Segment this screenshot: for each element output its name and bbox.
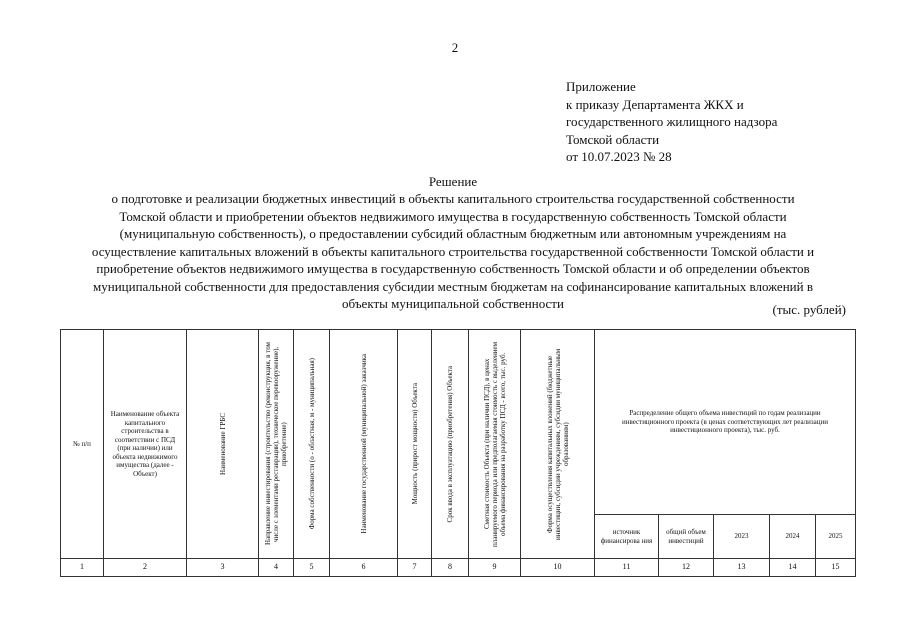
header-number: № п/п xyxy=(73,439,91,448)
column-number: 1 xyxy=(61,559,104,577)
subheader-cell xyxy=(770,515,816,559)
subheader-cell xyxy=(595,515,659,559)
column-number: 15 xyxy=(816,559,856,577)
header-cell xyxy=(432,330,469,559)
header-object-name: Наименование объекта капитального строительства в соответствии с ПСД (при наличии) или объекта недвижимого имущества (далее - Объект) xyxy=(110,410,180,478)
header-cell xyxy=(521,330,595,559)
subheader-total: общий объем инвестиций xyxy=(666,528,706,545)
column-number: 14 xyxy=(770,559,816,577)
header-cell xyxy=(330,330,398,559)
title-line: Томской области и приобретении объектов недвижимого имущества в государственную собственность Томской области xyxy=(119,208,787,224)
header-cell xyxy=(398,330,432,559)
column-number: 8 xyxy=(432,559,469,577)
column-number: 6 xyxy=(330,559,398,577)
header-direction: Направление инвестирования (строительство (реконструкция, в том числе с элементами реставрации), техническое перевооружение), приобретение) xyxy=(264,342,288,546)
header-investment-form: Форма осуществления капитальных вложений (бюджетные инвестиции, субсидии учреждениям, субсидии муниципальным образованиям) xyxy=(545,348,570,540)
title-line: осуществление капитальных вложений в объекты капитального строительства государственной собственности Томской области и xyxy=(91,243,815,259)
approval-line: Томской области xyxy=(566,131,660,147)
header-cell xyxy=(294,330,330,559)
header-cell xyxy=(259,330,294,559)
header-distribution: Распределение общего объема инвестиций по годам реализации инвестиционного проекта (в ценах соответствующих лет реализации инвестиционного проекта), тыс. руб. xyxy=(621,409,829,435)
subheader-year-2025: 2025 xyxy=(828,532,843,541)
approval-line: от 10.07.2023 № 28 xyxy=(566,149,672,165)
title-line: муниципальной собственности для предоставления субсидии местным бюджетам на софинансирование капитальных вложений в xyxy=(93,278,813,294)
column-number: 9 xyxy=(469,559,521,577)
column-number: 5 xyxy=(294,559,330,577)
column-number: 3 xyxy=(187,559,259,577)
approval-block xyxy=(566,78,777,166)
decision-title xyxy=(50,190,856,313)
approval-line: государственного жилищного надзора xyxy=(566,114,778,130)
header-cell xyxy=(104,330,187,559)
header-cell xyxy=(595,330,856,515)
header-commission-date: Срок ввода в эксплуатацию (приобретения) Объекта xyxy=(446,365,454,523)
header-cell xyxy=(469,330,521,559)
subheader-source: источник финансирова ния xyxy=(600,528,653,545)
title-line: объекты муниципальной собственности xyxy=(342,296,564,311)
column-number: 10 xyxy=(521,559,595,577)
column-number: 13 xyxy=(714,559,770,577)
column-number: 4 xyxy=(259,559,294,577)
title-line: приобретение объектов недвижимого имущества в государственную собственность Томской области и об определении объектов xyxy=(96,261,810,276)
subheader-cell xyxy=(714,515,770,559)
header-estimated-cost: Сметная стоимость Объекта (при наличии ПСД), в ценах планируемого периода или предполагаемая стоимость с выделением объема финансирования на разработку ПСД - всего, тыс. руб. xyxy=(482,341,507,547)
column-number: 2 xyxy=(104,559,187,577)
column-number-row xyxy=(61,559,856,577)
title-line: о подготовке и реализации бюджетных инвестиций в объекты капитального строительства государственной собственности xyxy=(111,191,795,206)
title-line: (муниципальную собственность), о предоставлении субсидий областным бюджетным или автономным учреждениям на xyxy=(119,226,787,241)
page-number: 2 xyxy=(451,40,459,55)
approval-line: Приложение xyxy=(566,79,636,94)
header-cell xyxy=(187,330,259,559)
header-customer: Наименование государственной (муниципальной) заказчика xyxy=(359,354,368,534)
column-number: 7 xyxy=(398,559,432,577)
header-cell xyxy=(61,330,104,559)
column-number: 12 xyxy=(659,559,714,577)
header-grbs: Наименование ГРБС xyxy=(218,413,227,475)
subheader-cell xyxy=(816,515,856,559)
investment-table xyxy=(60,329,856,577)
approval-line: к приказу Департамента ЖКХ и xyxy=(566,96,744,112)
header-capacity: Мощность (прирост мощности) Объекта xyxy=(410,383,419,505)
subheader-year-2024: 2024 xyxy=(785,532,800,541)
header-ownership: Форма собственности (о - областная, м - муниципальная) xyxy=(307,358,316,530)
subheader-cell xyxy=(659,515,714,559)
subheader-year-2023: 2023 xyxy=(734,532,749,541)
decision-heading: Решение xyxy=(428,174,478,189)
units-label: (тыс. рублей) xyxy=(772,302,846,317)
column-number: 11 xyxy=(595,559,659,577)
